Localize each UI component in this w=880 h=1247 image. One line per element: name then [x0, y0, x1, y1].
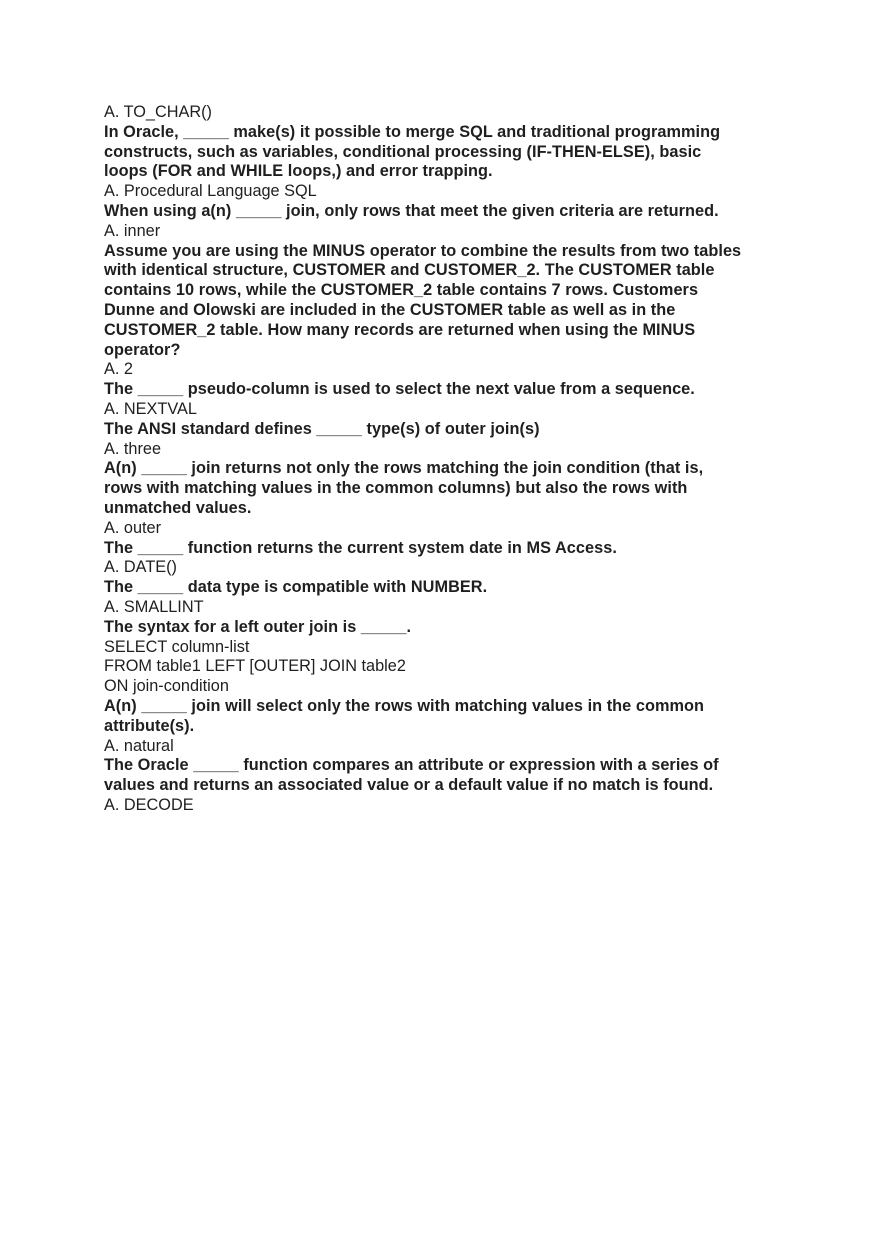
- answer-text: A. 2: [104, 360, 133, 379]
- question-text: The _____ data type is compatible with NUMBER.: [104, 578, 488, 597]
- answer-text: A. Procedural Language SQL: [104, 182, 317, 201]
- answer-text: A. inner: [104, 221, 161, 240]
- answer-text: A. TO_CHAR(): [104, 103, 212, 121]
- question-text: The Oracle _____ function compares an attribute or expression with a series of values and returns an associated value or a default value if no match is found.: [104, 756, 719, 795]
- question-text: In Oracle, _____ make(s) it possible to merge SQL and traditional programming constructs, such as variables, conditional processing (IF-THEN-ELSE), basic loops (FOR and WHILE loops,) and error trapping.: [104, 122, 721, 181]
- question-text: Assume you are using the MINUS operator to combine the results from two tables with identical structure, CUSTOMER and CUSTOMER_2. The CUSTOMER table contains 10 rows, while the CUSTOMER_2 table contains 7 rows. Customers Dunne and Olowski are included in the CUSTOMER table as well as in the CUSTOMER_2 table. How many records are returned when using the MINUS operator?: [104, 241, 742, 359]
- question-text: The syntax for a left outer join is _____.: [104, 617, 412, 636]
- document-page: [104, 103, 794, 816]
- answer-text: A. SMALLINT: [104, 597, 204, 616]
- question-text: The _____ function returns the current system date in MS Access.: [104, 538, 617, 557]
- answer-text: A. DATE(): [104, 558, 177, 577]
- answer-text: A. three: [104, 439, 162, 458]
- answer-text: A. DECODE: [104, 795, 194, 814]
- question-text: A(n) _____ join will select only the rows with matching values in the common attribute(s).: [104, 696, 704, 735]
- answer-text: A. natural: [104, 736, 174, 755]
- question-text: A(n) _____ join returns not only the rows matching the join condition (that is, rows with matching values in the common columns) but also the rows with unmatched values.: [104, 459, 704, 517]
- answer-code: SELECT column-list FROM table1 LEFT [OUTER] JOIN table2 ON join-condition: [104, 637, 406, 696]
- answer-text: A. outer: [104, 518, 162, 537]
- question-text: The _____ pseudo-column is used to select the next value from a sequence.: [104, 380, 695, 399]
- question-text: The ANSI standard defines _____ type(s) of outer join(s): [104, 419, 540, 438]
- question-text: When using a(n) _____ join, only rows that meet the given criteria are returned.: [104, 201, 719, 220]
- answer-text: A. NEXTVAL: [104, 399, 197, 418]
